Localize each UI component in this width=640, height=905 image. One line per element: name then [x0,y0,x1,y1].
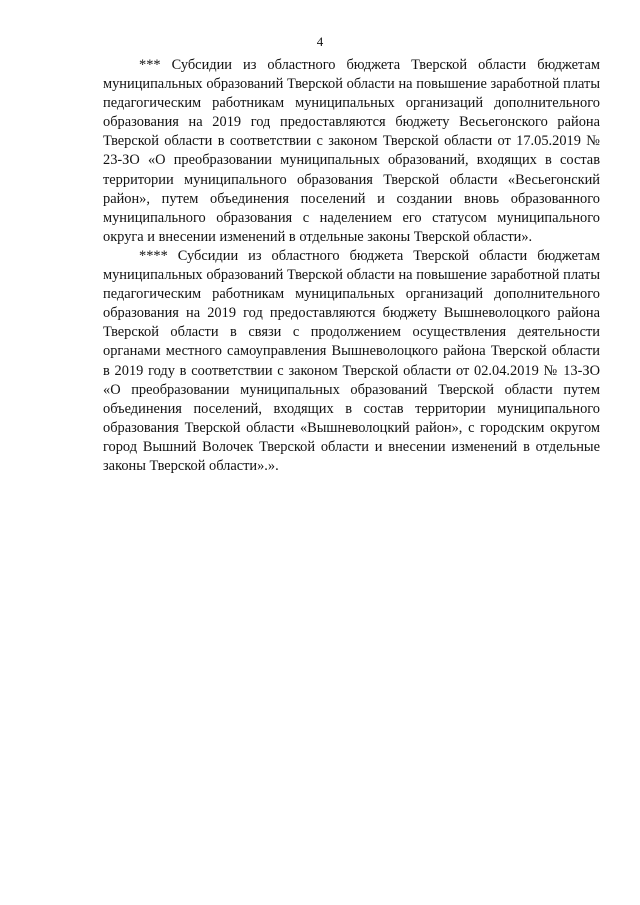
footnote-paragraph-vyshnevolotsk: **** Субсидии из областного бюджета Тверской области бюджетам муниципальных образований Тверской области на повышение заработной платы педагогическим работникам муниципальных организаций дополнительного образования на 2019 год предоставляются бюджету Вышневолоцкого района Тверской области в связи с продолжением осуществления деятельности органами местного самоуправления Вышневолоцкого района Тверской области в 2019 году в соответствии с законом Тверской области от 02.04.2019 № 13-ЗО «О преобразовании муниципальных образований Тверской области путем объединения поселений, входящих в состав территории муниципального образования Тверской области «Вышневолоцкий район», с городским округом город Вышний Волочек Тверской области и внесении изменений в отдельные законы Тверской области».». [103,247,600,474]
document-body [103,56,600,476]
footnote-paragraph-vesyegonsk: *** Субсидии из областного бюджета Тверской области бюджетам муниципальных образований Тверской области на повышение заработной платы педагогическим работникам муниципальных организаций дополнительного образования на 2019 год предоставляются бюджету Весьегонского района Тверской области в соответствии с законом Тверской области от 17.05.2019 № 23-ЗО «О преобразовании муниципальных образований, входящих в состав территории муниципального образования Тверской области «Весьегонский район», путем объединения поселений и создании вновь образованного муниципального образования с наделением его статусом муниципального округа и внесении изменений в отдельные законы Тверской области». [103,57,600,245]
page-number: 4 [316,34,324,49]
